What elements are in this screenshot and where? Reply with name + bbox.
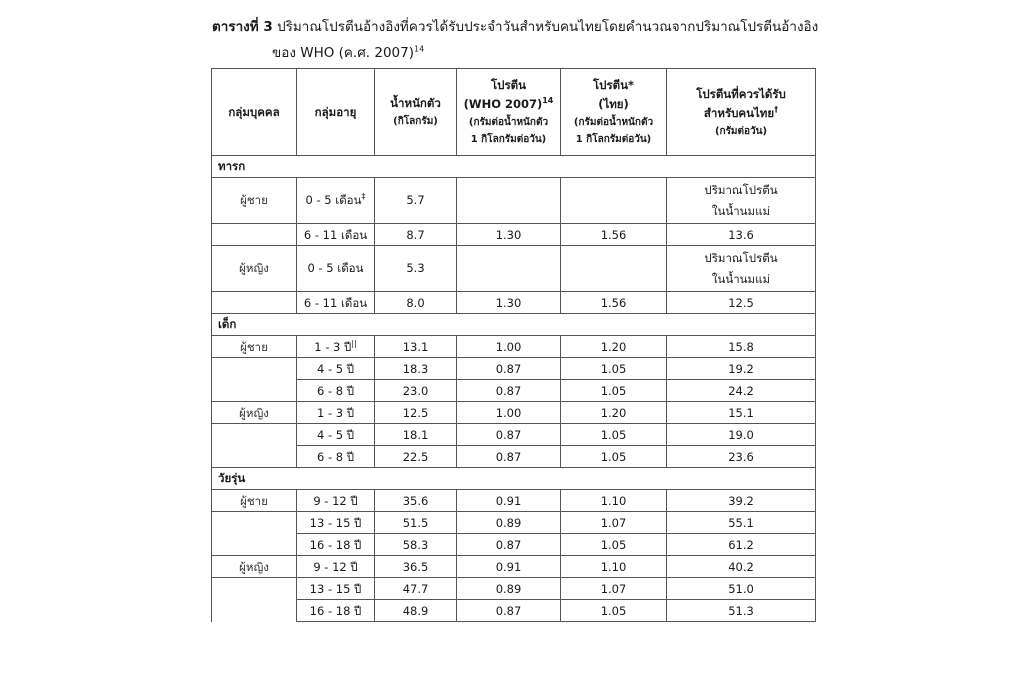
table-row: 4 - 5 ปี 18.3 0.87 1.05 19.2: [212, 358, 816, 380]
protein-table: [211, 68, 816, 622]
table-caption: [212, 14, 852, 66]
caption-text-1: ปริมาณโปรตีนอ้างอิงที่ควรได้รับประจำวันสำหรับคนไทยโดยคำนวณจากปริมาณโปรตีนอ้างอิง: [277, 19, 819, 35]
header-row: [212, 69, 816, 156]
table-row: 4 - 5 ปี 18.1 0.87 1.05 19.0: [212, 424, 816, 446]
header-group: กลุ่มบุคคล: [212, 69, 297, 156]
table-row: ผู้หญิง 1 - 3 ปี 12.5 1.00 1.20 15.1: [212, 402, 816, 424]
table-row: ผู้ชาย 0 - 5 เดือน‡ 5.7 ปริมาณโปรตีน ในน้ำนมแม่: [212, 178, 816, 224]
header-age: กลุ่มอายุ: [297, 69, 375, 156]
table-row: ผู้หญิง 9 - 12 ปี 36.5 0.91 1.10 40.2: [212, 556, 816, 578]
table-row: ผู้ชาย 1 - 3 ปี|| 13.1 1.00 1.20 15.8: [212, 336, 816, 358]
table-row: 6 - 11 เดือน 8.7 1.30 1.56 13.6: [212, 224, 816, 246]
table-row: ผู้หญิง 0 - 5 เดือน 5.3 ปริมาณโปรตีน ในน้ำนมแม่: [212, 246, 816, 292]
table-row: 6 - 8 ปี 22.5 0.87 1.05 23.6: [212, 446, 816, 468]
table-row: 13 - 15 ปี 51.5 0.89 1.07 55.1: [212, 512, 816, 534]
header-weight: น้ำหนักตัว (กิโลกรัม): [375, 69, 457, 156]
header-thai: โปรตีน* (ไทย) (กรัมต่อน้ำหนักตัว 1 กิโลกรัมต่อวัน): [561, 69, 667, 156]
caption-text-2: ของ WHO (ค.ศ. 2007): [272, 45, 415, 61]
caption-ref: 14: [414, 44, 425, 54]
caption-label: ตารางที่ 3: [212, 19, 273, 35]
header-who: โปรตีน (WHO 2007)$^{14}$ (กรัมต่อน้ำหนักตัว 1 กิโลกรัมต่อวัน): [457, 69, 561, 156]
section-row-child: เด็ก: [212, 314, 816, 336]
section-row-infant: ทารก: [212, 156, 816, 178]
caption-line-1: [212, 14, 852, 40]
table-row: ผู้ชาย 9 - 12 ปี 35.6 0.91 1.10 39.2: [212, 490, 816, 512]
table-row: 6 - 11 เดือน 8.0 1.30 1.56 12.5: [212, 292, 816, 314]
table-row: 6 - 8 ปี 23.0 0.87 1.05 24.2: [212, 380, 816, 402]
header-recommended: โปรตีนที่ควรได้รับ สำหรับคนไทย† (กรัมต่อวัน): [667, 69, 816, 156]
caption-line-2: [212, 40, 852, 66]
table-row: 13 - 15 ปี 47.7 0.89 1.07 51.0: [212, 578, 816, 600]
table-row: 16 - 18 ปี 58.3 0.87 1.05 61.2: [212, 534, 816, 556]
section-row-teen: วัยรุ่น: [212, 468, 816, 490]
table-row: 16 - 18 ปี 48.9 0.87 1.05 51.3: [212, 600, 816, 622]
